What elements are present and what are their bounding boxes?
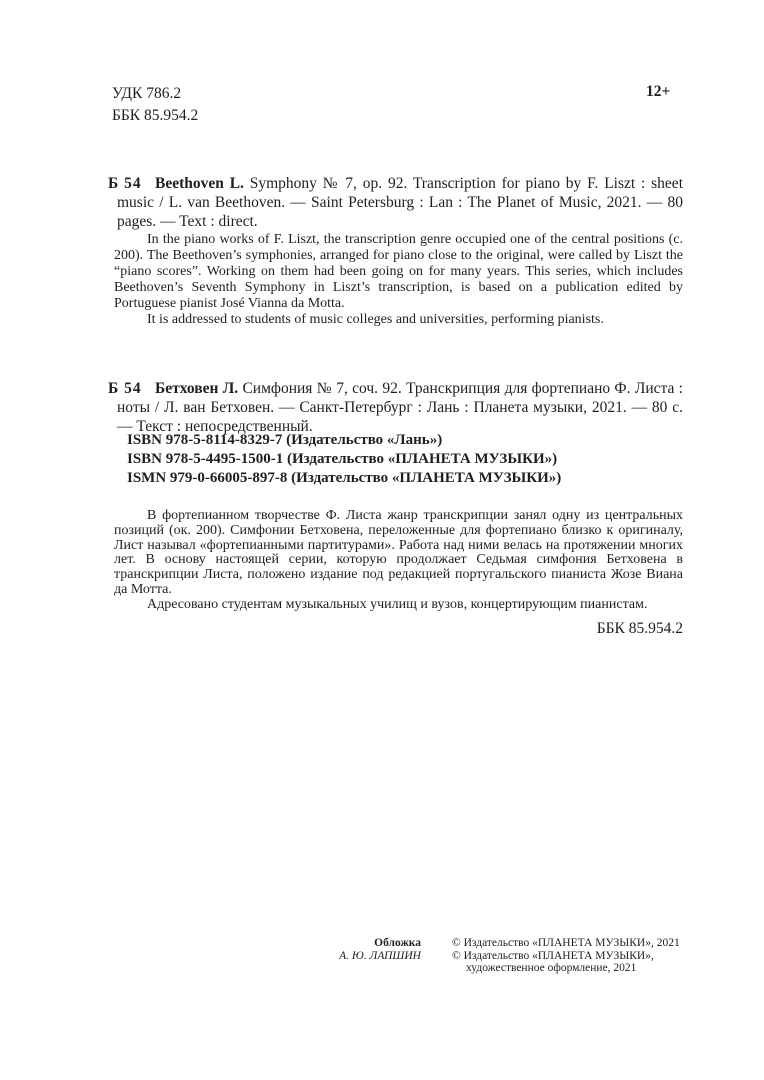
isbn-line-lan: ISBN 978-5-8114-8329-7 (Издательство «Лань») — [127, 432, 443, 448]
entry-description: Симфония № 7, соч. 92. Транскрипция для фортепиано Ф. Листа : ноты / Л. ван Бетховен. — Санкт-Петербург : Лань : Планета музыки, 2021. — 80 с. — Текст : непосредственный. — [117, 379, 683, 435]
abstract-russian — [114, 509, 683, 613]
abstract-english-audience: It is addressed to students of music colleges and universities, performing pianists. — [147, 312, 604, 327]
entry-author: Beethoven L. — [155, 174, 244, 192]
copyright-line-2: © Издательство «ПЛАНЕТА МУЗЫКИ», — [452, 949, 654, 962]
cover-designer-name: А. Ю. ЛАПШИН — [339, 949, 421, 962]
classification-codes — [112, 83, 198, 127]
entry-description: Symphony № 7, op. 92. Transcription for piano by F. Liszt : sheet music / L. van Beethoven. — Saint Petersburg : Lan : The Planet of Music, 2021. — 80 pages. — Text : direct. — [117, 174, 683, 230]
copyright-block — [452, 937, 680, 975]
cover-credit-label: Обложка — [374, 937, 421, 949]
ismn-line-planet-of-music: ISMN 979-0-66005-897-8 (Издательство «ПЛАНЕТА МУЗЫКИ») — [127, 470, 562, 486]
isbn-line-planet-of-music: ISBN 978-5-4495-1500-1 (Издательство «ПЛАНЕТА МУЗЫКИ») — [127, 451, 558, 467]
entry-author: Бетховен Л. — [155, 379, 239, 397]
entry-code: Б 54 — [108, 174, 142, 192]
abstract-russian-paragraph: В фортепианном творчестве Ф. Листа жанр транскрипции занял одну из центральных позиций (ок. 200). Симфонии Бетховена, переложенные для фортепиано близко к оригиналу, Лист называл «фортепианными партитурами». Работа над ними велась на протяжении многих лет. В основу настоящей серии, которую продолжает Седьмая симфония Бетховена в транскрипции Листа, положено издание под редакцией португальского пианиста Жозе Виана да Мотта. — [114, 508, 683, 597]
abstract-english-paragraph: In the piano works of F. Liszt, the transcription genre occupied one of the central positions (c. 200). The Beethoven’s symphonies, arranged for piano close to the original, were called by Liszt the “piano scores”. Working on them had been going on for many years. This series, which includes Beethoven’s Seventh Symphony in Liszt’s transcription, is based on a publication edited by Portuguese pianist José Vianna da Motta. — [114, 232, 683, 311]
copyright-line-3: художественное оформление, 2021 — [466, 962, 637, 974]
copyright-line-1: © Издательство «ПЛАНЕТА МУЗЫКИ», 2021 — [452, 937, 680, 949]
bbk-code-footer: ББК 85.954.2 — [596, 620, 683, 637]
udk-code: УДК 786.2 — [112, 85, 182, 102]
cover-credit — [339, 937, 421, 962]
abstract-russian-audience: Адресовано студентам музыкальных училищ и вузов, концертирующим пианистам. — [147, 596, 648, 612]
bbk-code: ББК 85.954.2 — [112, 107, 199, 124]
catalog-entry-english — [108, 174, 683, 231]
catalog-entry-russian — [108, 379, 683, 436]
entry-code: Б 54 — [108, 379, 142, 397]
abstract-english — [114, 232, 683, 328]
isbn-block — [127, 431, 561, 488]
age-rating-badge: 12+ — [646, 83, 671, 100]
